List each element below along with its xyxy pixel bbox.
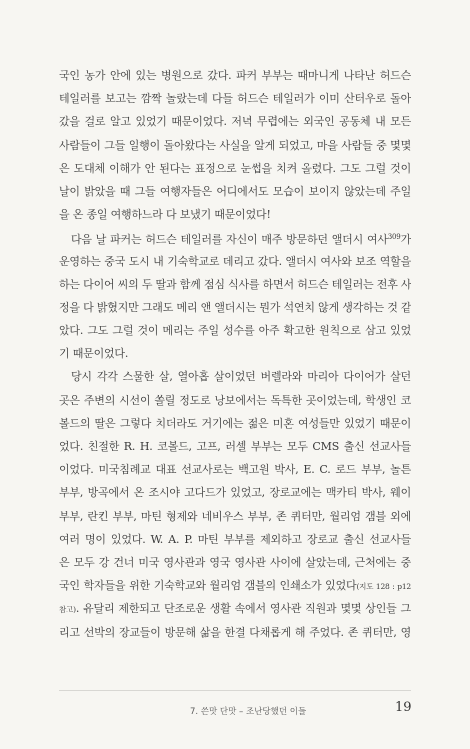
text-line [59, 458, 411, 481]
text-line [59, 412, 411, 435]
text-line [59, 481, 411, 504]
running-footer-title: 7. 쓴맛 단맛 – 조난당했던 이들 [190, 707, 307, 717]
text-line [59, 597, 411, 620]
line-text-continued: . 유달리 제한되고 단조로운 생활 속에서 영사관 직원과 몇몇 상인들 그 [75, 602, 411, 616]
line-text: 국인 농가 안에 있는 병원으로 갔다. 파커 부부는 때마니게 나타난 허드슨 [59, 69, 411, 82]
line-text: 부부, 방곡에서 온 조시야 고다드가 있었고, 장로교에는 맥카티 박사, 웨이 [59, 486, 411, 500]
line-text: 다음 날 파커는 허드슨 테일러를 자신이 매주 방문하던 앨더시 여사 [71, 233, 388, 247]
line-text: 은 도대체 이해가 안 된다는 표정으로 눈썹을 치켜 올렸다. 그도 그럴 것이 [59, 161, 411, 175]
line-text-continued: 가 [400, 233, 411, 247]
line-text: 았다. 그도 그럴 것이 메리는 주일 성수를 아주 확고한 원칙으로 삼고 있었 [59, 324, 411, 338]
text-line [59, 134, 411, 157]
text-line [59, 435, 411, 458]
line-text: 은 모두 강 건너 미국 영사관과 영국 영사관 사이에 살았는데, 근처에는 중 [59, 555, 411, 569]
footnote-marker: 309 [387, 233, 401, 242]
line-text: 운영하는 중국 도시 내 기숙학교로 데리고 갔다. 앨더시 여사와 보조 역할을 [59, 254, 411, 268]
text-line [59, 110, 411, 133]
line-text: 테일러를 보고는 깜짝 놀랐는데 다들 허드슨 테일러가 이미 산터우로 돌아 [59, 92, 411, 106]
line-text: 여러 명이 있었다. W. A. P. 마틴 부부를 제외하고 장로교 출신 선교사들 [59, 532, 411, 546]
line-text: 정을 다 밝혔지만 그래도 메리 앤 앨더시는 뭔가 석연치 않게 생각하는 것 같 [59, 300, 411, 314]
line-text: 이었다. 미국침례교 대표 선교사로는 백고원 박사, E. C. 로드 부부, 놀튼 [59, 463, 411, 477]
text-line [59, 365, 411, 388]
text-line [59, 319, 411, 342]
citation-note: (지도 128 : p12 [356, 582, 411, 592]
text-line [59, 203, 411, 226]
footer-rule [59, 690, 411, 691]
line-text: 을 온 종일 여행하느라 다 보냈기 때문이었다! [59, 208, 271, 222]
text-line [59, 296, 411, 319]
line-text: 사람들이 그들 일행이 돌아왔다는 사실을 알게 되었고, 마을 사람들 중 몇몇 [59, 138, 411, 152]
citation-note: 참고) [59, 605, 76, 615]
text-line [59, 87, 411, 110]
text-line [59, 505, 411, 528]
text-line [59, 342, 411, 365]
text-line [59, 273, 411, 296]
text-line [59, 180, 411, 203]
line-text: 하는 다이어 씨의 두 딸과 함께 점심 식사를 하면서 허드슨 테일러는 전후 사 [59, 277, 411, 291]
line-text: 날이 밝았을 때 그들 여행자들은 어디에서도 모습이 보이지 않았는데 주일 [59, 184, 411, 198]
line-text: 국인 학자들을 위한 기숙학교와 월리엄 갬블의 인쇄소가 있었다 [59, 579, 357, 593]
line-text: 갔을 걸로 알고 있었기 때문이었다. 저녁 무렵에는 외국인 공동체 내 모든 [59, 115, 411, 129]
line-text: 리고 선박의 장교들이 방문해 삶을 한결 다채롭게 해 주었다. 존 퀴터만, 영 [59, 625, 411, 639]
line-text: 볼드의 딸은 그렇다 치더라도 거기에는 젊은 미혼 여성들만 있었기 때문이 [59, 416, 411, 430]
text-line [59, 551, 411, 574]
text-line [59, 157, 411, 180]
text-line [59, 64, 411, 87]
text-line [59, 621, 411, 644]
text-line [59, 226, 411, 249]
line-text: 곳은 주변의 시선이 쏠릴 정도로 낭보에서는 독특한 곳이었는데, 학생인 코 [59, 393, 411, 407]
line-text: 었다. 친절한 R. H. 코볼드, 고프, 러셀 부부는 모두 CMS 출신 선교사들 [59, 440, 411, 453]
line-text: 기 때문이었다. [59, 347, 129, 361]
text-line [59, 389, 411, 412]
text-line [59, 528, 411, 551]
line-text: 부부, 란킨 부부, 마틴 형제와 네비우스 부부, 존 퀴터만, 월리엄 갬블 외에 [59, 509, 411, 523]
text-line [59, 250, 411, 273]
line-text: 당시 각각 스물한 살, 열아홉 살이었던 버렐라와 마리아 다이어가 살던 [71, 370, 411, 384]
text-line [59, 574, 411, 597]
body-text [59, 64, 411, 644]
page-number: 19 [395, 700, 412, 715]
